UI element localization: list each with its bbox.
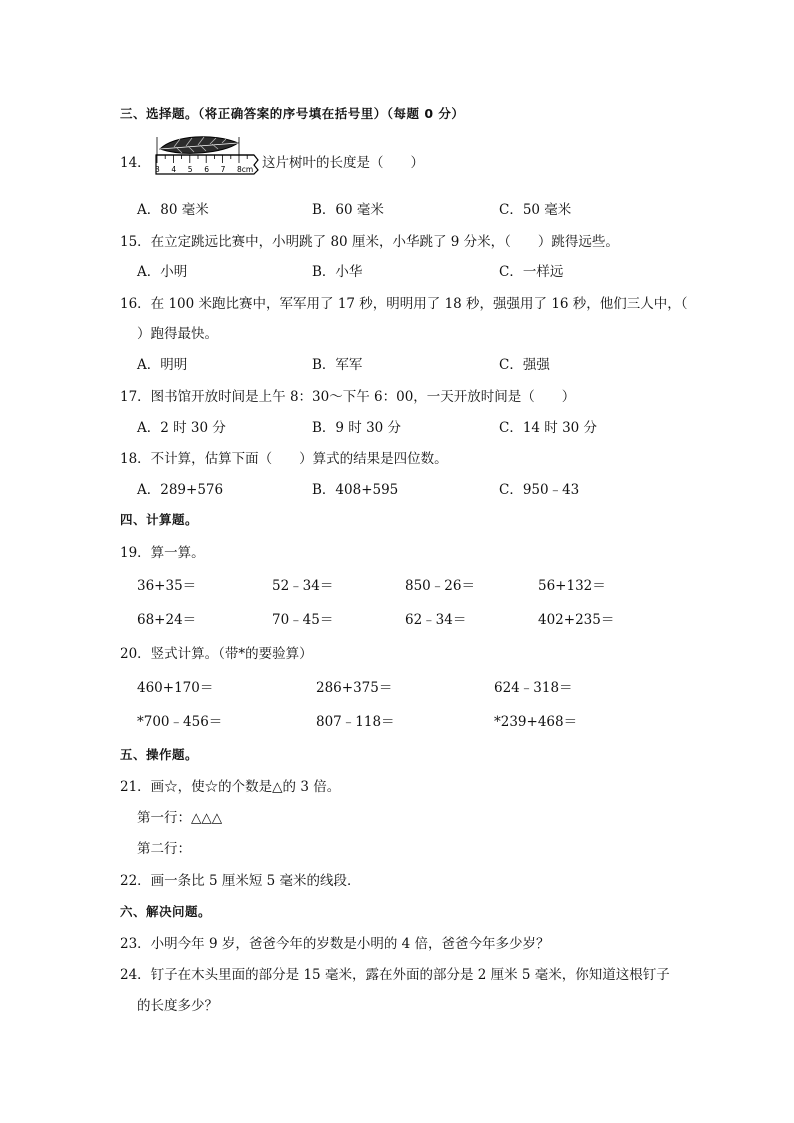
q24-text-line2: 的长度多少？ <box>137 998 218 1014</box>
q15-option-a: A．小明 <box>137 264 188 280</box>
section-4-title: 四、计算题。 <box>120 512 199 527</box>
q14-text: 这片树叶的长度是（ ） <box>262 155 424 171</box>
q19-expr: 62﹣34＝ <box>405 612 467 628</box>
q16-option-a: A．明明 <box>137 357 188 373</box>
q19-expr: 52﹣34＝ <box>272 578 334 594</box>
q19-expr: 36+35＝ <box>137 578 197 594</box>
q18-text: 18．不计算，估算下面（ ）算式的结果是四位数。 <box>120 451 448 467</box>
q19-expr: 70﹣45＝ <box>272 612 334 628</box>
q16-option-c: C．强强 <box>499 357 550 373</box>
q19-text: 19．算一算。 <box>120 545 205 561</box>
q17-option-b: B．9 时 30 分 <box>312 420 402 436</box>
q17-text: 17．图书馆开放时间是上午 8：30～下午 6：00，一天开放时间是（ ） <box>120 389 576 405</box>
q19-expr: 850﹣26＝ <box>405 578 475 594</box>
q19-expr: 68+24＝ <box>137 612 197 628</box>
q14-number: 14． <box>120 155 151 171</box>
q15-text: 15．在立定跳远比赛中，小明跳了 80 厘米，小华跳了 9 分米，（ ）跳得远些。 <box>120 234 619 250</box>
q21-text: 21．画☆，使☆的个数是△的 3 倍。 <box>120 779 341 795</box>
q21-row2: 第二行： <box>137 841 191 857</box>
q24-text-line1: 24．钉子在木头里面的部分是 15 毫米，露在外面的部分是 2 厘米 5 毫米，你知道这根钉子 <box>120 967 670 983</box>
q20-expr: 807﹣118＝ <box>316 714 395 730</box>
q18-option-b: B．408+595 <box>312 482 399 498</box>
q20-expr: 624﹣318＝ <box>494 680 573 696</box>
q19-expr: 402+235＝ <box>538 612 615 628</box>
q17-option-c: C．14 时 30 分 <box>499 420 598 436</box>
section-5-title: 五、操作题。 <box>120 747 199 762</box>
q16-text-line2: ）跑得最快。 <box>137 326 218 342</box>
q18-option-a: A．289+576 <box>137 482 224 498</box>
q21-row1: 第一行：△△△ <box>137 810 223 826</box>
q14-option-c: C．50 毫米 <box>499 202 572 218</box>
q15-option-b: B．小华 <box>312 264 363 280</box>
q19-expr: 56+132＝ <box>538 578 606 594</box>
q23-text: 23．小明今年 9 岁，爸爸今年的岁数是小明的 4 倍，爸爸今年多少岁？ <box>120 936 550 952</box>
ruler-tick-label: 5 <box>187 165 193 174</box>
ruler-tick-label: 3 <box>155 165 160 174</box>
q17-option-a: A．2 时 30 分 <box>137 420 226 436</box>
q20-text: 20．竖式计算。（带*的要验算） <box>120 646 313 662</box>
q22-text: 22．画一条比 5 厘米短 5 毫米的线段． <box>120 873 361 889</box>
ruler-tick-label: 7 <box>220 165 226 174</box>
q20-expr: 460+170＝ <box>137 680 214 696</box>
q16-text-line1: 16．在 100 米跑比赛中，军军用了 17 秒，明明用了 18 秒，强强用了 16 秒，他们三人中，（ <box>120 296 688 312</box>
ruler-tick-label: 8cm <box>237 165 254 174</box>
ruler-tick-label: 4 <box>171 165 177 174</box>
section-6-title: 六、解决问题。 <box>120 904 212 919</box>
q20-expr: *239+468＝ <box>494 714 578 730</box>
q14-option-b: B．60 毫米 <box>312 202 384 218</box>
q15-option-c: C．一样远 <box>499 264 564 280</box>
q16-option-b: B．军军 <box>312 357 363 373</box>
section-3-title: 三、选择题。（将正确答案的序号填在括号里）（每题 0 分） <box>120 106 465 121</box>
ruler-tick-label: 6 <box>204 165 209 174</box>
q20-expr: *700﹣456＝ <box>137 714 223 730</box>
leaf-icon <box>160 137 238 154</box>
leaf-ruler-image <box>154 133 262 185</box>
q14-option-a: A．80 毫米 <box>137 202 209 218</box>
leaf-on-ruler-illustration <box>154 133 262 185</box>
q20-expr: 286+375＝ <box>316 680 393 696</box>
q18-option-c: C．950﹣43 <box>499 482 580 498</box>
